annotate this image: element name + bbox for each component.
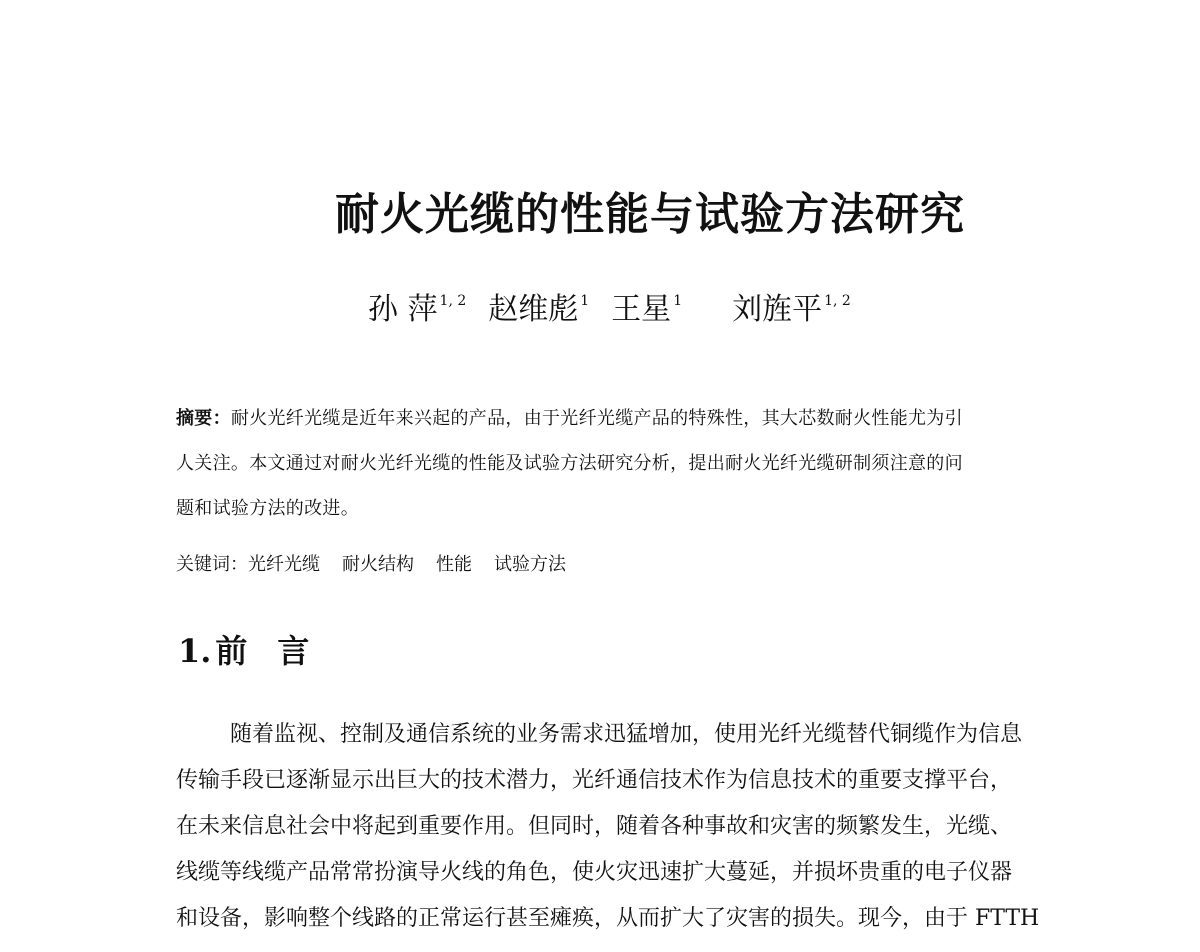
abstract xyxy=(176,396,1116,531)
author-list xyxy=(368,284,873,328)
abstract-line xyxy=(176,396,1116,441)
section-heading xyxy=(178,626,309,672)
author-affiliation: 1 xyxy=(673,293,683,309)
author-name: 孙 萍 xyxy=(368,292,438,327)
author-1 xyxy=(368,284,466,328)
section-number: 1. xyxy=(178,632,212,670)
body-line: 在未来信息社会中将起到重要作用。但同时，随着各种事故和灾害的频繁发生，光缆、 xyxy=(176,814,1013,839)
author-name: 刘旌平 xyxy=(732,292,823,327)
body-line: 线缆等线缆产品常常扮演导火线的角色，使火灾迅速扩大蔓延，并损坏贵重的电子仪器 xyxy=(176,860,1013,885)
paper-title: 耐火光缆的性能与试验方法研究 xyxy=(335,189,965,240)
body-line: 传输手段已逐渐显示出巨大的技术潜力，光纤通信技术作为信息技术的重要支撑平台， xyxy=(176,768,1013,793)
author-name: 王星 xyxy=(611,292,672,327)
abstract-label: 摘要： xyxy=(176,408,231,429)
keyword: 性能 xyxy=(436,554,472,575)
keyword: 耐火结构 xyxy=(342,554,414,575)
body-line: 随着监视、控制及通信系统的业务需求迅猛增加，使用光纤光缆替代铜缆作为信息 xyxy=(230,722,1023,747)
section-body xyxy=(176,712,1136,942)
author-4 xyxy=(732,284,851,328)
author-name: 赵维彪 xyxy=(488,292,579,327)
author-affiliation: 1, 2 xyxy=(439,293,467,309)
author-affiliation: 1, 2 xyxy=(824,293,851,309)
abstract-line: 人关注。本文通过对耐火光纤光缆的性能及试验方法研究分析，提出耐火光纤光缆研制须注意的问 xyxy=(176,453,963,474)
author-affiliation: 1 xyxy=(580,293,590,309)
keywords xyxy=(176,550,566,576)
keywords-label: 关键词： xyxy=(176,554,248,575)
abstract-text: 耐火光纤光缆是近年来兴起的产品，由于光纤光缆产品的特殊性，其大芯数耐火性能尤为引 xyxy=(230,408,963,429)
keyword: 光纤光缆 xyxy=(248,554,320,575)
section-title-part: 前 xyxy=(215,632,248,670)
keyword: 试验方法 xyxy=(494,554,566,575)
section-title-part: 言 xyxy=(277,632,310,670)
author-2 xyxy=(488,284,589,328)
author-3 xyxy=(611,284,682,328)
abstract-line: 题和试验方法的改进。 xyxy=(176,498,359,519)
body-line: 和设备，影响整个线路的正常运行甚至瘫痪，从而扩大了灾害的损失。现今，由于 FTTH xyxy=(176,906,1040,931)
